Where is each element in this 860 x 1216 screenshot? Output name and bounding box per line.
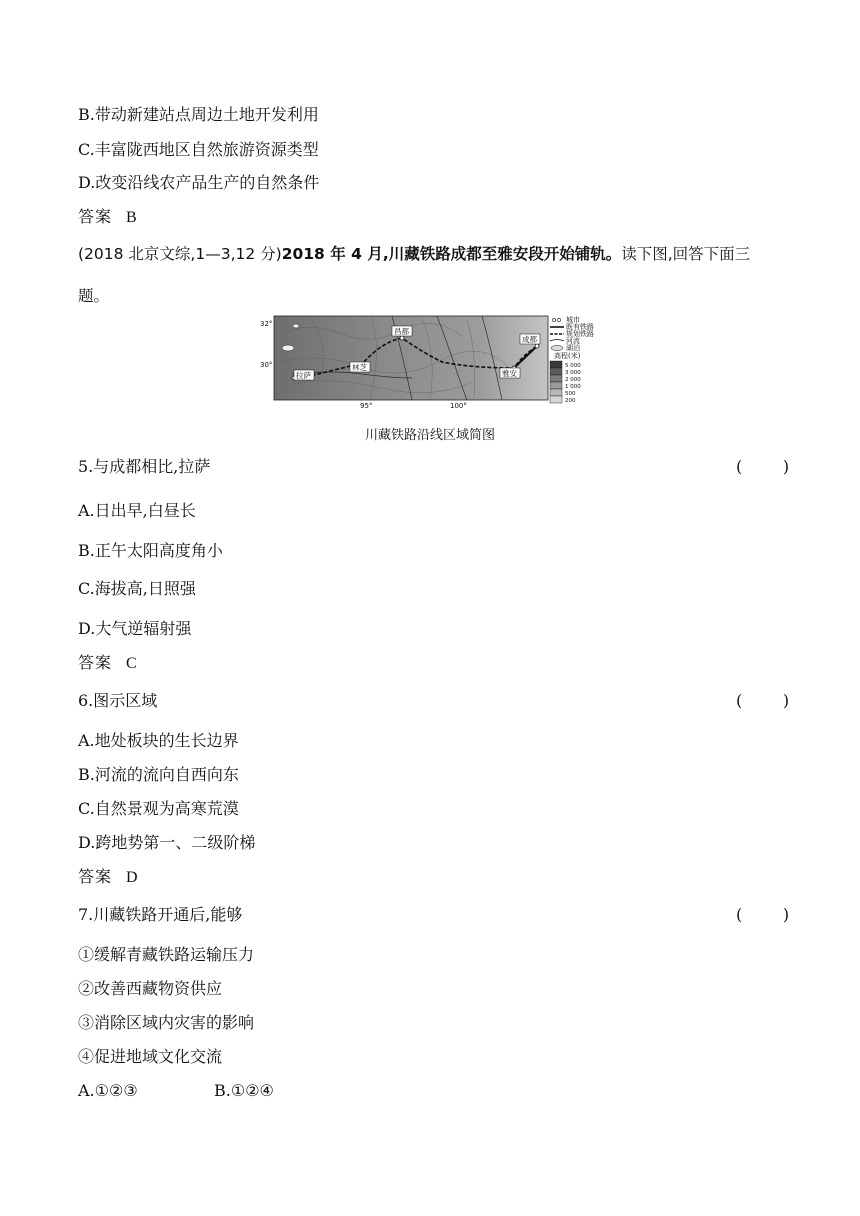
lon-label: 100° [450,402,467,410]
q5-option-c: C.海拔高,日照强 [78,579,196,598]
q5-option-d: D.大气逆辐射强 [78,619,192,638]
map-legend [550,315,594,404]
railway-map [252,312,612,412]
q5-answer [78,652,137,675]
railway-map-figure [252,312,612,412]
q6-option-a: A.地处板块的生长边界 [78,731,239,750]
answer-paren: ( ) [736,905,790,924]
legend-elev: 500 [565,391,576,397]
city-marker-chengdu [535,344,539,348]
prev-option-d: D.改变沿线农产品生产的自然条件 [78,173,320,192]
intro-line-2: 题。 [78,287,110,305]
city-label: 成都 [522,335,537,344]
legend-elev: 2 000 [565,377,581,383]
answer-value: D [126,869,138,886]
legend-elev: 5 000 [565,363,581,369]
lat-label: 32° [260,320,273,328]
city-label: 雅安 [502,369,517,378]
prev-option-c: C.丰富陇西地区自然旅游资源类型 [78,140,319,159]
q6-answer [78,866,138,889]
prev-answer [78,206,137,229]
q7-option-a: A.①②③ [78,1081,138,1100]
legend-item: 河流 [566,337,580,345]
figure-caption: 川藏铁路沿线区域简图 [364,428,495,443]
q7-item-2: ②改善西藏物资供应 [78,979,223,998]
q5-option-a: A.日出早,白昼长 [78,501,196,520]
legend-elev: 1 000 [565,384,581,390]
prev-option-b: B.带动新建站点周边土地开发利用 [78,105,319,124]
answer-label: 答案 [78,653,113,672]
legend-elev: 200 [565,398,576,404]
q6-option-b: B.河流的流向自西向东 [78,765,239,784]
answer-value: C [126,655,137,672]
q6-option-c: C.自然景观为高寒荒漠 [78,799,239,818]
legend-elev: 3 000 [565,370,581,376]
q7-item-4: ④促进地域文化交流 [78,1047,223,1066]
lake [293,324,299,328]
lat-label: 30° [260,361,273,369]
intro-line [78,243,750,265]
city-label: 昌都 [394,327,409,336]
q5-option-b: B.正午太阳高度角小 [78,541,223,560]
legend-item: 湖泊 [566,344,580,352]
intro-source: (2018 北京文综,1—3,12 分) [78,245,282,263]
legend-item: 规划铁路 [566,330,594,338]
lon-label: 95° [360,402,373,410]
q6-option-d: D.跨地势第一、二级阶梯 [78,833,256,852]
question-5-stem: 5.与成都相比,拉萨 [78,457,211,476]
city-label: 拉萨 [296,371,311,380]
question-6-stem: 6.图示区域 [78,691,158,710]
question-7-stem: 7.川藏铁路开通后,能够 [78,905,243,924]
answer-paren: ( ) [736,457,790,476]
intro-rest: 读下图,回答下面三 [621,245,751,263]
intro-bold: 2018 年 4 月,川藏铁路成都至雅安段开始铺轨。 [281,245,622,263]
answer-label: 答案 [78,207,113,226]
legend-item: 既有铁路 [566,323,594,331]
legend-item: 城市 [566,316,580,324]
lake [282,345,294,351]
answer-paren: ( ) [736,691,790,710]
q7-item-3: ③消除区域内灾害的影响 [78,1013,255,1032]
legend-elevation-title: 高程(米) [554,352,581,360]
answer-label: 答案 [78,867,113,886]
q7-option-b: B.①②④ [214,1081,274,1100]
q7-item-1: ①缓解青藏铁路运输压力 [78,945,255,964]
city-label: 林芝 [352,363,367,372]
city-marker-changdu [400,336,404,340]
answer-value: B [126,209,137,226]
